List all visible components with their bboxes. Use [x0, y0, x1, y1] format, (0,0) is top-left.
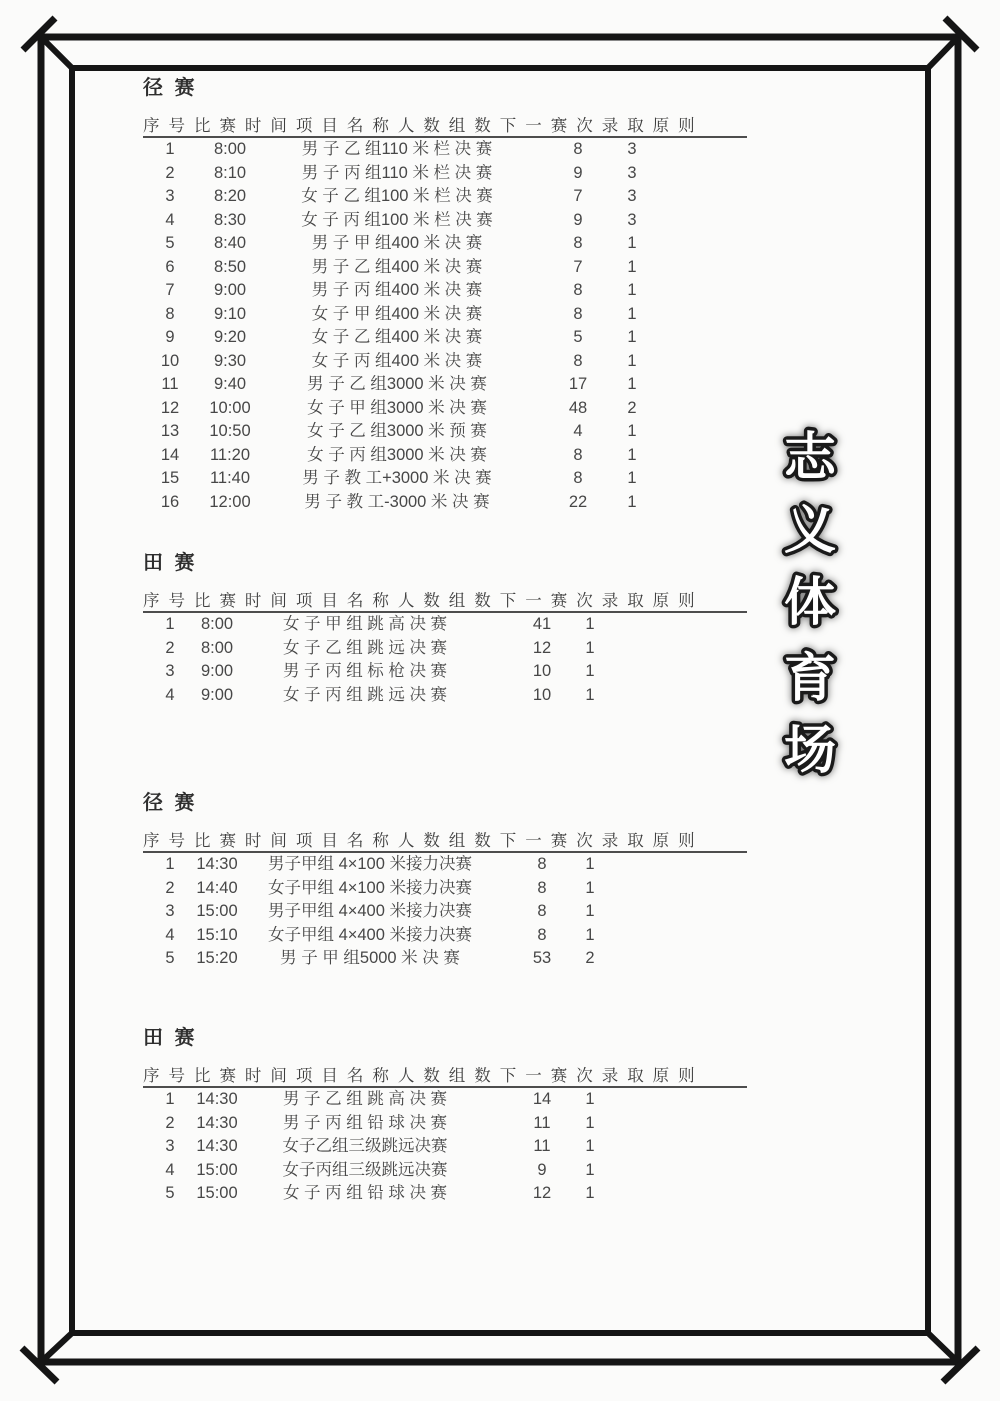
- cell-groups: 1: [585, 662, 595, 680]
- cell-event: 女 子 乙 组100 米 栏 决 赛: [301, 187, 493, 205]
- section-title: 田 赛: [143, 552, 198, 574]
- cell-seq: 3: [165, 902, 175, 920]
- cell-time: 8:30: [213, 210, 247, 229]
- cell-count: 8: [573, 445, 583, 464]
- cell-time: 9:10: [213, 304, 247, 323]
- table-row: [143, 420, 747, 444]
- cell-seq: 11: [161, 375, 179, 393]
- section-track-morning: [143, 75, 747, 511]
- cell-time: 9:00: [200, 685, 234, 704]
- cell-time: 15:00: [196, 1184, 238, 1202]
- cell-event: 女 子 乙 组400 米 决 赛: [311, 328, 483, 346]
- table-row: [143, 256, 747, 280]
- cell-event: 男 子 丙 组110 米 栏 决 赛: [301, 163, 493, 182]
- section-field-morning: [143, 550, 747, 704]
- table-row: [143, 397, 747, 421]
- cell-count: 8: [537, 878, 547, 897]
- cell-seq: 9: [165, 328, 175, 346]
- cell-event: 女 子 丙 组100 米 栏 决 赛: [301, 210, 493, 229]
- cell-seq: 1: [165, 140, 175, 158]
- table-row: [143, 209, 747, 233]
- cell-seq: 6: [165, 257, 175, 276]
- cell-seq: 4: [165, 685, 175, 704]
- cell-count: 22: [568, 492, 588, 511]
- table-row: [143, 613, 747, 637]
- cell-seq: 3: [165, 187, 175, 205]
- table-rows: [143, 138, 747, 514]
- cell-event: 男子甲组 4×400 米接力决赛: [267, 902, 472, 920]
- cell-groups: 1: [627, 445, 637, 464]
- table-row: [143, 1135, 747, 1159]
- cell-seq: 4: [165, 925, 175, 944]
- cell-time: 14:30: [196, 1113, 238, 1132]
- cell-count: 8: [573, 140, 583, 158]
- cell-count: 9: [573, 163, 583, 182]
- cell-groups: 1: [585, 1160, 595, 1179]
- cell-count: 11: [533, 1137, 551, 1155]
- cell-count: 14: [532, 1090, 552, 1108]
- cell-time: 14:40: [196, 878, 238, 897]
- cell-groups: 2: [585, 949, 595, 967]
- cell-event: 女 子 甲 组400 米 决 赛: [311, 304, 483, 323]
- frame-corner-diagonal-br: [928, 1333, 958, 1362]
- frame-corner-diagonal-bl: [41, 1333, 72, 1362]
- cell-seq: 10: [160, 351, 180, 370]
- cell-groups: 1: [627, 257, 637, 276]
- cell-time: 12:00: [209, 492, 251, 511]
- cell-event: 男 子 教 工+3000 米 决 赛: [302, 469, 492, 487]
- cell-count: 5: [573, 328, 583, 346]
- cell-time: 8:00: [200, 638, 234, 657]
- cell-event: 男子甲组 4×100 米接力决赛: [267, 855, 472, 873]
- cell-groups: 3: [627, 210, 637, 229]
- cell-groups: 1: [627, 281, 637, 299]
- table-row: [143, 947, 747, 971]
- cell-count: 8: [573, 234, 583, 252]
- cell-count: 4: [573, 422, 583, 440]
- cell-seq: 3: [165, 1137, 175, 1155]
- table-row: [143, 350, 747, 374]
- cell-count: 8: [573, 281, 583, 299]
- cell-event: 男 子 乙 组400 米 决 赛: [311, 257, 483, 276]
- section-field-afternoon: [143, 1025, 747, 1202]
- cell-time: 8:50: [213, 257, 247, 276]
- table-row: [143, 877, 747, 901]
- cell-groups: 1: [627, 469, 637, 487]
- cell-event: 女 子 甲 组3000 米 决 赛: [307, 398, 487, 417]
- watermark-char: 育: [783, 649, 837, 709]
- cell-groups: 1: [585, 1184, 595, 1202]
- cell-groups: 1: [585, 925, 595, 944]
- cell-event: 男 子 乙 组110 米 栏 决 赛: [301, 140, 493, 158]
- table-row: [143, 138, 747, 162]
- cell-groups: 2: [627, 398, 637, 417]
- table-row: [143, 232, 747, 256]
- cell-count: 10: [532, 662, 552, 680]
- cell-seq: 7: [165, 281, 175, 299]
- cell-count: 8: [537, 855, 547, 873]
- table-row: [143, 373, 747, 397]
- cell-count: 48: [568, 398, 588, 417]
- cell-seq: 2: [165, 638, 175, 657]
- cell-groups: 3: [627, 163, 637, 182]
- cell-time: 8:10: [213, 163, 247, 182]
- cell-count: 17: [568, 375, 588, 393]
- cell-seq: 2: [165, 878, 175, 897]
- cell-time: 14:30: [196, 855, 238, 873]
- cell-groups: 1: [585, 1137, 595, 1155]
- cell-count: 10: [532, 685, 552, 704]
- cell-seq: 12: [160, 398, 180, 417]
- table-row: [143, 853, 747, 877]
- watermark-char: 场: [783, 721, 837, 781]
- cell-time: 15:00: [196, 902, 238, 920]
- cell-groups: 1: [585, 1113, 595, 1132]
- frame-corner-diagonal-tl: [41, 37, 72, 68]
- cell-time: 9:40: [213, 375, 247, 393]
- cell-seq: 8: [165, 304, 175, 323]
- table-header: 序 号 比 赛 时 间 项 目 名 称 人 数 组 数 下 一 赛 次 录 取 原 则: [143, 831, 747, 853]
- cell-count: 41: [532, 615, 552, 633]
- cell-seq: 4: [165, 1160, 175, 1179]
- cell-event: 女 子 甲 组 跳 高 决 赛: [282, 615, 448, 633]
- cell-groups: 1: [627, 234, 637, 252]
- cell-groups: 3: [627, 140, 637, 158]
- frame-corner-diagonal-tr: [928, 37, 958, 68]
- cell-event: 女 子 丙 组3000 米 决 赛: [307, 445, 487, 464]
- cell-groups: 1: [627, 351, 637, 370]
- watermark-char: 体: [783, 573, 837, 633]
- cell-seq: 5: [165, 1184, 175, 1202]
- cell-event: 女 子 乙 组3000 米 预 赛: [307, 422, 487, 440]
- cell-event: 男 子 丙 组 铅 球 决 赛: [282, 1113, 448, 1132]
- cell-event: 女子甲组 4×400 米接力决赛: [267, 925, 472, 944]
- cell-count: 9: [573, 210, 583, 229]
- cell-time: 9:00: [213, 281, 247, 299]
- table-rows: [143, 1088, 747, 1206]
- table-row: [143, 162, 747, 186]
- cell-event: 男 子 乙 组 跳 高 决 赛: [282, 1090, 448, 1108]
- cell-groups: 3: [627, 187, 637, 205]
- section-title: 径 赛: [143, 792, 198, 814]
- cell-time: 9:20: [213, 328, 247, 346]
- cell-count: 8: [573, 469, 583, 487]
- cell-groups: 1: [627, 304, 637, 323]
- table-header: 序 号 比 赛 时 间 项 目 名 称 人 数 组 数 下 一 赛 次 录 取 原 则: [143, 1066, 747, 1088]
- cell-event: 女 子 丙 组 跳 远 决 赛: [282, 685, 448, 704]
- cell-time: 15:20: [196, 949, 238, 967]
- cell-seq: 1: [165, 615, 175, 633]
- cell-groups: 1: [585, 1090, 595, 1108]
- cell-count: 11: [533, 1113, 551, 1132]
- cell-count: 7: [573, 187, 583, 205]
- cell-time: 10:50: [209, 422, 251, 440]
- cell-time: 15:10: [196, 925, 238, 944]
- cell-event: 男 子 丙 组 标 枪 决 赛: [282, 662, 448, 680]
- cell-time: 14:30: [196, 1090, 238, 1108]
- watermark-char: 义: [783, 501, 837, 561]
- cell-groups: 1: [585, 685, 595, 704]
- cell-time: 8:00: [213, 140, 247, 158]
- table-row: [143, 279, 747, 303]
- cell-time: 9:00: [200, 662, 234, 680]
- cell-seq: 16: [160, 492, 180, 511]
- cell-groups: 1: [585, 855, 595, 873]
- cell-seq: 5: [165, 949, 175, 967]
- section-title: 田 赛: [143, 1027, 198, 1049]
- cell-event: 女子丙组三级跳远决赛: [282, 1160, 448, 1179]
- table-rows: [143, 853, 747, 971]
- cell-count: 12: [532, 638, 552, 657]
- cell-seq: 2: [165, 1113, 175, 1132]
- cell-event: 女 子 丙 组 铅 球 决 赛: [282, 1184, 448, 1202]
- cell-time: 14:30: [196, 1137, 238, 1155]
- cell-count: 8: [537, 902, 547, 920]
- stadium-watermark: [762, 418, 862, 788]
- cell-time: 9:30: [213, 351, 247, 370]
- cell-event: 女 子 乙 组 跳 远 决 赛: [282, 638, 448, 657]
- table-header: 序 号 比 赛 时 间 项 目 名 称 人 数 组 数 下 一 赛 次 录 取 原 则: [143, 116, 747, 138]
- cell-seq: 1: [165, 855, 175, 873]
- cell-groups: 1: [627, 492, 637, 511]
- cell-count: 8: [573, 304, 583, 323]
- cell-event: 女子甲组 4×100 米接力决赛: [267, 878, 472, 897]
- cell-groups: 1: [627, 422, 637, 440]
- cell-time: 10:00: [209, 398, 251, 417]
- table-row: [143, 1159, 747, 1183]
- section-track-afternoon: [143, 790, 747, 967]
- cell-seq: 3: [165, 662, 175, 680]
- cell-seq: 14: [160, 445, 180, 464]
- table-row: [143, 1182, 747, 1206]
- cell-event: 男 子 乙 组3000 米 决 赛: [307, 375, 487, 393]
- cell-seq: 4: [165, 210, 175, 229]
- cell-count: 8: [573, 351, 583, 370]
- table-rows: [143, 613, 747, 707]
- cell-event: 女子乙组三级跳远决赛: [282, 1137, 448, 1155]
- cell-groups: 1: [627, 375, 637, 393]
- table-row: [143, 660, 747, 684]
- table-row: [143, 185, 747, 209]
- cell-groups: 1: [585, 638, 595, 657]
- table-header: 序 号 比 赛 时 间 项 目 名 称 人 数 组 数 下 一 赛 次 录 取 原 则: [143, 591, 747, 613]
- table-row: [143, 924, 747, 948]
- cell-time: 8:00: [200, 615, 234, 633]
- cell-seq: 15: [160, 469, 180, 487]
- cell-event: 男 子 教 工-3000 米 决 赛: [304, 492, 490, 511]
- table-row: [143, 684, 747, 708]
- watermark-char: 志: [783, 428, 837, 488]
- cell-seq: 13: [160, 422, 180, 440]
- table-row: [143, 900, 747, 924]
- cell-count: 9: [537, 1160, 547, 1179]
- cell-groups: 1: [585, 615, 595, 633]
- cell-seq: 1: [165, 1090, 175, 1108]
- cell-count: 8: [537, 925, 547, 944]
- cell-event: 男 子 甲 组400 米 决 赛: [311, 234, 483, 252]
- cell-event: 女 子 丙 组400 米 决 赛: [311, 351, 483, 370]
- cell-time: 15:00: [196, 1160, 238, 1179]
- cell-groups: 1: [585, 878, 595, 897]
- cell-time: 11:20: [209, 445, 251, 464]
- cell-count: 7: [573, 257, 583, 276]
- cell-time: 8:40: [213, 234, 247, 252]
- table-row: [143, 303, 747, 327]
- table-row: [143, 326, 747, 350]
- cell-count: 12: [532, 1184, 552, 1202]
- cell-seq: 2: [165, 163, 175, 182]
- cell-seq: 5: [165, 234, 175, 252]
- cell-groups: 1: [627, 328, 637, 346]
- cell-time: 11:40: [209, 469, 251, 487]
- section-title: 径 赛: [143, 77, 198, 99]
- table-row: [143, 1112, 747, 1136]
- table-row: [143, 467, 747, 491]
- table-row: [143, 491, 747, 515]
- table-row: [143, 1088, 747, 1112]
- table-row: [143, 444, 747, 468]
- cell-count: 53: [532, 949, 552, 967]
- table-row: [143, 637, 747, 661]
- cell-groups: 1: [585, 902, 595, 920]
- cell-event: 男 子 丙 组400 米 决 赛: [311, 281, 483, 299]
- cell-event: 男 子 甲 组5000 米 决 赛: [280, 949, 460, 967]
- cell-time: 8:20: [213, 187, 247, 205]
